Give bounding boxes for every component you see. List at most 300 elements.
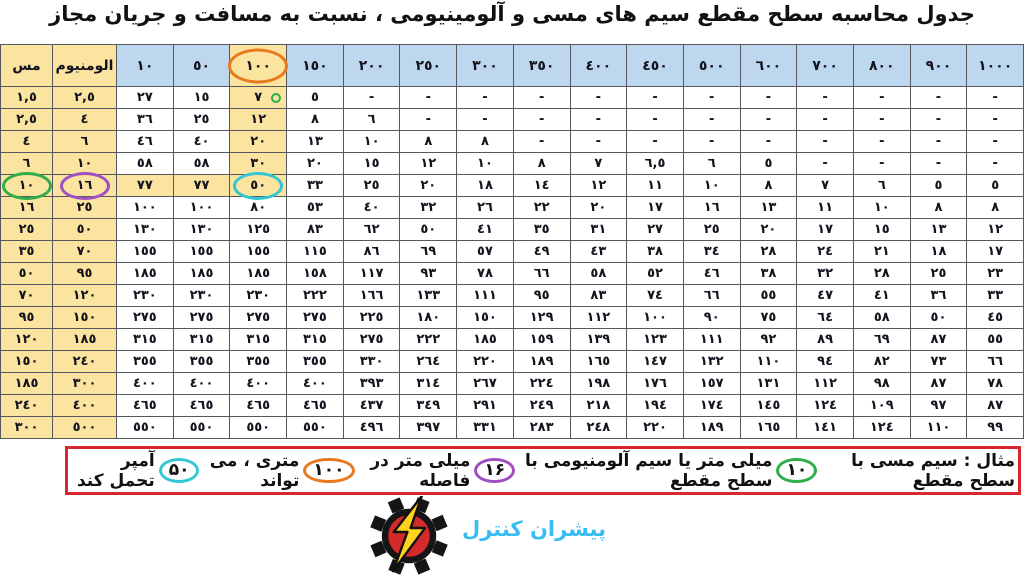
table-cell: ٩٤ <box>797 351 854 373</box>
table-cell: ٥ <box>740 153 797 175</box>
table-cell: ١١٠ <box>740 351 797 373</box>
table-cell: ١٦٦ <box>343 285 400 307</box>
table-row <box>1 87 1024 109</box>
table-cell: ٤٥ <box>967 307 1024 329</box>
table-cell: ٤٦٥ <box>287 395 344 417</box>
table-cell: ١٠٠ <box>173 197 230 219</box>
column-header: مس <box>1 45 53 87</box>
table-cell: ٢٨ <box>740 241 797 263</box>
table-cell: ٨٠ <box>230 197 287 219</box>
table-cell: - <box>853 131 910 153</box>
table-cell: ٢,٥ <box>1 109 53 131</box>
table-cell: ١٢٩ <box>513 307 570 329</box>
table-cell: ٩٣ <box>400 263 457 285</box>
table-cell: ٧٤ <box>627 285 684 307</box>
column-header: ٨٠٠ <box>853 45 910 87</box>
table-cell: ٨٧ <box>910 373 967 395</box>
table-cell: ٢٤٠ <box>1 395 53 417</box>
table-cell: ٦٦ <box>683 285 740 307</box>
example-note <box>65 446 1021 495</box>
table-row <box>1 329 1024 351</box>
table-cell: ١٨٥ <box>230 263 287 285</box>
table-cell: ٧ <box>230 87 287 109</box>
table-cell: ١٢ <box>400 153 457 175</box>
table-cell: ١٥٧ <box>683 373 740 395</box>
table-cell: ١٣٣ <box>400 285 457 307</box>
table-cell: ١٥٨ <box>287 263 344 285</box>
table-cell: ٢٥ <box>1 219 53 241</box>
circled-number: ۱۰۰ <box>303 458 354 484</box>
table-cell: ٥٧ <box>457 241 514 263</box>
table-cell: - <box>797 131 854 153</box>
table-cell: ٢٢٥ <box>343 307 400 329</box>
table-cell: ٣٥٥ <box>230 351 287 373</box>
table-cell: ٩٥ <box>53 263 117 285</box>
table-cell: ١٦ <box>53 175 117 197</box>
table-cell: ١٥٥ <box>173 241 230 263</box>
table-cell: ٥٥٠ <box>173 417 230 439</box>
table-cell: ١٠ <box>457 153 514 175</box>
table-cell: ١٣٩ <box>570 329 627 351</box>
table-cell: ١٣ <box>910 219 967 241</box>
table-cell: ٣٦ <box>910 285 967 307</box>
table-cell: ٥٥ <box>967 329 1024 351</box>
table-cell: ٧٣ <box>910 351 967 373</box>
table-cell: ٣٥ <box>1 241 53 263</box>
table-cell: ٣١٥ <box>230 329 287 351</box>
small-green-dot-annotation <box>271 93 281 103</box>
table-cell: ٢٠ <box>287 153 344 175</box>
table-cell: ٩٩ <box>967 417 1024 439</box>
table-cell: ١٧ <box>627 197 684 219</box>
table-cell: ١٧ <box>797 219 854 241</box>
table-cell: ١٣٢ <box>683 351 740 373</box>
table-cell: ١٢ <box>967 219 1024 241</box>
table-cell: ٢٣ <box>967 263 1024 285</box>
table-cell: ١٢ <box>570 175 627 197</box>
table-cell: ٥٨ <box>117 153 174 175</box>
table-row <box>1 417 1024 439</box>
table-cell: ٥٠ <box>400 219 457 241</box>
table-cell: ١٥ <box>853 219 910 241</box>
table-cell: ٧٠ <box>53 241 117 263</box>
table-cell: ٢٧ <box>627 219 684 241</box>
table-row <box>1 263 1024 285</box>
table-cell: ٧٧ <box>173 175 230 197</box>
table-cell: - <box>853 153 910 175</box>
table-cell: ٢٧ <box>117 87 174 109</box>
column-header: ٤٥٠ <box>627 45 684 87</box>
example-text: میلی متر یا سیم آلومنیومی با سطح مقطع <box>525 450 773 491</box>
table-cell: ٩٧ <box>910 395 967 417</box>
table-cell: ٣٤ <box>683 241 740 263</box>
table-row <box>1 351 1024 373</box>
wire-cross-section-table <box>0 44 1024 439</box>
table-cell: ١٣١ <box>740 373 797 395</box>
table-cell: - <box>740 131 797 153</box>
brand-name: پیشران کنترل <box>462 517 606 541</box>
table-cell: ١٢٣ <box>627 329 684 351</box>
table-cell: ١٦ <box>683 197 740 219</box>
table-cell: - <box>457 87 514 109</box>
table-cell: ٢٦٧ <box>457 373 514 395</box>
table-cell: ٥ <box>287 87 344 109</box>
table-cell: ٣٥٥ <box>173 351 230 373</box>
table-row <box>1 241 1024 263</box>
table-cell: ٨٧ <box>967 395 1024 417</box>
example-text: آمپر تحمل کند <box>76 450 155 491</box>
table-cell: ١٨٩ <box>683 417 740 439</box>
table-cell: ١١ <box>627 175 684 197</box>
table-cell: ٥٥٠ <box>230 417 287 439</box>
table-cell: ٣٠٠ <box>1 417 53 439</box>
table-cell: ١٤١ <box>797 417 854 439</box>
table-cell: ١٨ <box>910 241 967 263</box>
table-cell: ٢٠ <box>400 175 457 197</box>
table-cell: ١٣٠ <box>117 219 174 241</box>
table-cell: ١٠ <box>343 131 400 153</box>
example-text: میلی متر در فاصله <box>370 450 471 491</box>
table-cell: ٧٨ <box>457 263 514 285</box>
table-cell: ٧٧ <box>117 175 174 197</box>
table-cell: ٤٠ <box>173 131 230 153</box>
table-cell: ٢٧٥ <box>230 307 287 329</box>
table-cell: ٩٢ <box>740 329 797 351</box>
table-cell: ٣٩٧ <box>400 417 457 439</box>
table-cell: ٣٨ <box>740 263 797 285</box>
table-cell: ٢٥ <box>53 197 117 219</box>
table-cell: ١٧ <box>967 241 1024 263</box>
table-cell: - <box>910 131 967 153</box>
table-cell: ٧ <box>570 153 627 175</box>
table-cell: ٤٠ <box>343 197 400 219</box>
table-header-row <box>1 45 1024 87</box>
table-cell: ١٥٩ <box>513 329 570 351</box>
table-cell: ٩٥ <box>1 307 53 329</box>
table-cell: ٤٠٠ <box>53 395 117 417</box>
table-cell: ١٢٥ <box>230 219 287 241</box>
table-cell: ٢٣٠ <box>230 285 287 307</box>
table-row <box>1 219 1024 241</box>
table-cell: ٢١٨ <box>570 395 627 417</box>
column-header: ٧٠٠ <box>797 45 854 87</box>
table-cell: ٨ <box>400 131 457 153</box>
table-cell: ٥٨ <box>853 307 910 329</box>
table-cell: ٤٠٠ <box>230 373 287 395</box>
table-cell: ٤٠٠ <box>117 373 174 395</box>
table-cell: ٢٤ <box>797 241 854 263</box>
table-cell: ٢٧٥ <box>287 307 344 329</box>
column-header: ٦٠٠ <box>740 45 797 87</box>
table-cell: - <box>967 153 1024 175</box>
table-cell: ٨٣ <box>570 285 627 307</box>
table-cell: ٦٤ <box>797 307 854 329</box>
table-cell: ١٦٥ <box>740 417 797 439</box>
table-cell: ٨ <box>457 131 514 153</box>
page-title: جدول محاسبه سطح مقطع سیم های مسی و آلومینیومی ، نسبت به مسافت و جریان مجاز <box>49 2 975 26</box>
table-cell: ١٧٦ <box>627 373 684 395</box>
table-cell: ٤٠٠ <box>173 373 230 395</box>
table-cell: ٢٧٥ <box>173 307 230 329</box>
table-cell: ٣٣ <box>967 285 1024 307</box>
table-cell: ١٩٤ <box>627 395 684 417</box>
table-cell: ٨ <box>967 197 1024 219</box>
table-cell: ١٩٨ <box>570 373 627 395</box>
table-cell: ٦٦ <box>513 263 570 285</box>
column-header: ١٠ <box>117 45 174 87</box>
table-cell: ١٨ <box>457 175 514 197</box>
table-cell: - <box>967 87 1024 109</box>
table-cell: ٢٤٠ <box>53 351 117 373</box>
column-header: ٣٠٠ <box>457 45 514 87</box>
table-cell: - <box>683 131 740 153</box>
table-cell: ٦,٥ <box>627 153 684 175</box>
table-cell: ٣١٥ <box>117 329 174 351</box>
table-cell: ٥٠ <box>230 175 287 197</box>
table-cell: ٣١٥ <box>287 329 344 351</box>
table-row <box>1 307 1024 329</box>
table-cell: - <box>740 87 797 109</box>
table-cell: ٨ <box>910 197 967 219</box>
table-cell: ٩٥ <box>513 285 570 307</box>
table-cell: ٤٦٥ <box>230 395 287 417</box>
table-cell: ٤ <box>53 109 117 131</box>
table-cell: ١٣ <box>740 197 797 219</box>
table-cell: - <box>343 87 400 109</box>
table-cell: ١٨٥ <box>457 329 514 351</box>
table-cell: ٢٨ <box>853 263 910 285</box>
table-cell: - <box>967 109 1024 131</box>
table-cell: ٣٣ <box>287 175 344 197</box>
table-cell: ٢٤٩ <box>513 395 570 417</box>
table-cell: ٢٧٥ <box>117 307 174 329</box>
table-cell: ١١١ <box>683 329 740 351</box>
table-cell: ٨ <box>740 175 797 197</box>
table-cell: ١٥٥ <box>230 241 287 263</box>
table-cell: ٤١ <box>853 285 910 307</box>
table-cell: ٢٠ <box>230 131 287 153</box>
table-cell: ١٣٠ <box>173 219 230 241</box>
table-cell: ١٥ <box>173 87 230 109</box>
table-cell: - <box>513 109 570 131</box>
table-cell: - <box>683 87 740 109</box>
column-header: ٢٥٠ <box>400 45 457 87</box>
table-cell: - <box>797 109 854 131</box>
table-cell: ١٨٥ <box>53 329 117 351</box>
table-cell: ١٥٥ <box>117 241 174 263</box>
table-cell: ٣٣١ <box>457 417 514 439</box>
table-cell: ١٤٥ <box>740 395 797 417</box>
table-cell: ٣١٤ <box>400 373 457 395</box>
table-cell: - <box>400 109 457 131</box>
table-cell: ٦ <box>853 175 910 197</box>
table-cell: ١٤٧ <box>627 351 684 373</box>
table-cell: ٥ <box>967 175 1024 197</box>
table-cell: ٧٥ <box>740 307 797 329</box>
purple-circle-annotation <box>60 172 110 200</box>
table-cell: ٣١ <box>570 219 627 241</box>
table-row <box>1 153 1024 175</box>
table-cell: - <box>570 87 627 109</box>
table-cell: ١٨٥ <box>1 373 53 395</box>
table-cell: - <box>910 153 967 175</box>
table-cell: ٣٨ <box>627 241 684 263</box>
table-row <box>1 395 1024 417</box>
table-cell: ٤٣٧ <box>343 395 400 417</box>
table-cell: ٢٩١ <box>457 395 514 417</box>
table-cell: - <box>570 131 627 153</box>
table-cell: - <box>513 87 570 109</box>
table-cell: ٥ <box>910 175 967 197</box>
table-cell: ٣٥ <box>513 219 570 241</box>
table-cell: ٤١ <box>457 219 514 241</box>
table-cell: ٢٢٤ <box>513 373 570 395</box>
table-cell: ٨٣ <box>287 219 344 241</box>
table-cell: ٢٦٤ <box>400 351 457 373</box>
table-cell: ١٠٩ <box>853 395 910 417</box>
table-cell: ٥٢ <box>627 263 684 285</box>
table-cell: ١٠٠ <box>627 307 684 329</box>
table-cell: ٥٣ <box>287 197 344 219</box>
table-cell: ٥٥٠ <box>117 417 174 439</box>
table-cell: ٧٠ <box>1 285 53 307</box>
table-cell: ٥٥ <box>740 285 797 307</box>
table-cell: ١٤ <box>513 175 570 197</box>
table-cell: ٤ <box>1 131 53 153</box>
table-cell: ١٦٥ <box>570 351 627 373</box>
table-row <box>1 373 1024 395</box>
table-cell: ١١٥ <box>287 241 344 263</box>
table-cell: - <box>967 131 1024 153</box>
table-cell: ٨ <box>513 153 570 175</box>
table-cell: ٦٦ <box>967 351 1024 373</box>
table-cell: ١٨٥ <box>173 263 230 285</box>
table-cell: - <box>910 109 967 131</box>
table-row <box>1 175 1024 197</box>
table-cell: ٥٨ <box>570 263 627 285</box>
circled-number: ۵۰ <box>159 458 200 484</box>
table-cell: - <box>627 87 684 109</box>
table-cell: ٢٣٠ <box>173 285 230 307</box>
table-cell: ٧٨ <box>967 373 1024 395</box>
column-header: ٢٠٠ <box>343 45 400 87</box>
table-cell: ١٥ <box>343 153 400 175</box>
cyan-circle-annotation <box>233 172 283 200</box>
table-cell: ٤٠٠ <box>287 373 344 395</box>
table-cell: ٤٦٥ <box>173 395 230 417</box>
column-header: الومنیوم <box>53 45 117 87</box>
table-cell: ١٠٠ <box>117 197 174 219</box>
table-cell: ٩٠ <box>683 307 740 329</box>
table-cell: ٦ <box>343 109 400 131</box>
column-header: ٥٠ <box>173 45 230 87</box>
table-cell: ٣٩٣ <box>343 373 400 395</box>
circled-number: ۱۶ <box>474 458 515 484</box>
table-cell: - <box>457 109 514 131</box>
table-cell: ١٨٠ <box>400 307 457 329</box>
table-row <box>1 131 1024 153</box>
table-cell: ٢,٥ <box>53 87 117 109</box>
column-header: ٥٠٠ <box>683 45 740 87</box>
table-cell: ٨٧ <box>910 329 967 351</box>
table-cell: ٢٢٢ <box>287 285 344 307</box>
table-cell: - <box>627 109 684 131</box>
table-cell: ٢٢٢ <box>400 329 457 351</box>
table-cell: ١١٢ <box>570 307 627 329</box>
table-cell: ٦ <box>1 153 53 175</box>
table-cell: ٢٤٨ <box>570 417 627 439</box>
table-cell: ٨٢ <box>853 351 910 373</box>
table-cell: ١٢٠ <box>1 329 53 351</box>
table-cell: ٥٠ <box>910 307 967 329</box>
table-cell: ١٨٩ <box>513 351 570 373</box>
table-cell: ٣٤٩ <box>400 395 457 417</box>
column-header: ١٥٠ <box>287 45 344 87</box>
table-cell: ١١٢ <box>797 373 854 395</box>
table-cell: ٢٥ <box>683 219 740 241</box>
table-cell: ٨٩ <box>797 329 854 351</box>
brand-logo <box>368 496 606 576</box>
table-cell: ٥٠ <box>1 263 53 285</box>
table-cell: ٢٥ <box>343 175 400 197</box>
table-cell: - <box>853 109 910 131</box>
table-cell: ٨ <box>287 109 344 131</box>
table-cell: ٦ <box>683 153 740 175</box>
table-row <box>1 285 1024 307</box>
table-cell: ١١٠ <box>910 417 967 439</box>
example-text: متری ، می تواند <box>209 450 300 491</box>
table-cell: ١٥٠ <box>1 351 53 373</box>
table-cell: ٤٦ <box>117 131 174 153</box>
table-cell: ٢٨٣ <box>513 417 570 439</box>
table-cell: ٣٦ <box>117 109 174 131</box>
table-cell: ١٠ <box>683 175 740 197</box>
table-cell: ٦٢ <box>343 219 400 241</box>
table-cell: ٦٩ <box>853 329 910 351</box>
table-cell: ١١٧ <box>343 263 400 285</box>
table-cell: ٢٠ <box>740 219 797 241</box>
table-cell: ١٥٠ <box>457 307 514 329</box>
column-header: ٣٥٠ <box>513 45 570 87</box>
table-cell: ١٢ <box>230 109 287 131</box>
table-cell: ٣٠ <box>230 153 287 175</box>
table-cell: ٢٠ <box>570 197 627 219</box>
table-row <box>1 197 1024 219</box>
table-cell: ٦ <box>53 131 117 153</box>
table-cell: ٢١ <box>853 241 910 263</box>
table-cell: ٣٢ <box>400 197 457 219</box>
table-cell: ٣٥٥ <box>117 351 174 373</box>
table-cell: ١٣ <box>287 131 344 153</box>
table-cell: ٣٢ <box>797 263 854 285</box>
table-cell: ١,٥ <box>1 87 53 109</box>
table-cell: ٥٥٠ <box>287 417 344 439</box>
table-cell: ١٠ <box>1 175 53 197</box>
table-cell: - <box>627 131 684 153</box>
table-cell: ٨٦ <box>343 241 400 263</box>
table-cell: ٩٨ <box>853 373 910 395</box>
table-cell: ٢٣٠ <box>117 285 174 307</box>
table-row <box>1 109 1024 131</box>
table-cell: - <box>570 109 627 131</box>
column-header: ٩٠٠ <box>910 45 967 87</box>
orange-circle-annotation <box>228 48 288 83</box>
table-cell: ٣١٥ <box>173 329 230 351</box>
table-cell: - <box>797 87 854 109</box>
table-cell: ٢٢ <box>513 197 570 219</box>
table-cell: ١٦ <box>1 197 53 219</box>
table-cell: ٤٩٦ <box>343 417 400 439</box>
